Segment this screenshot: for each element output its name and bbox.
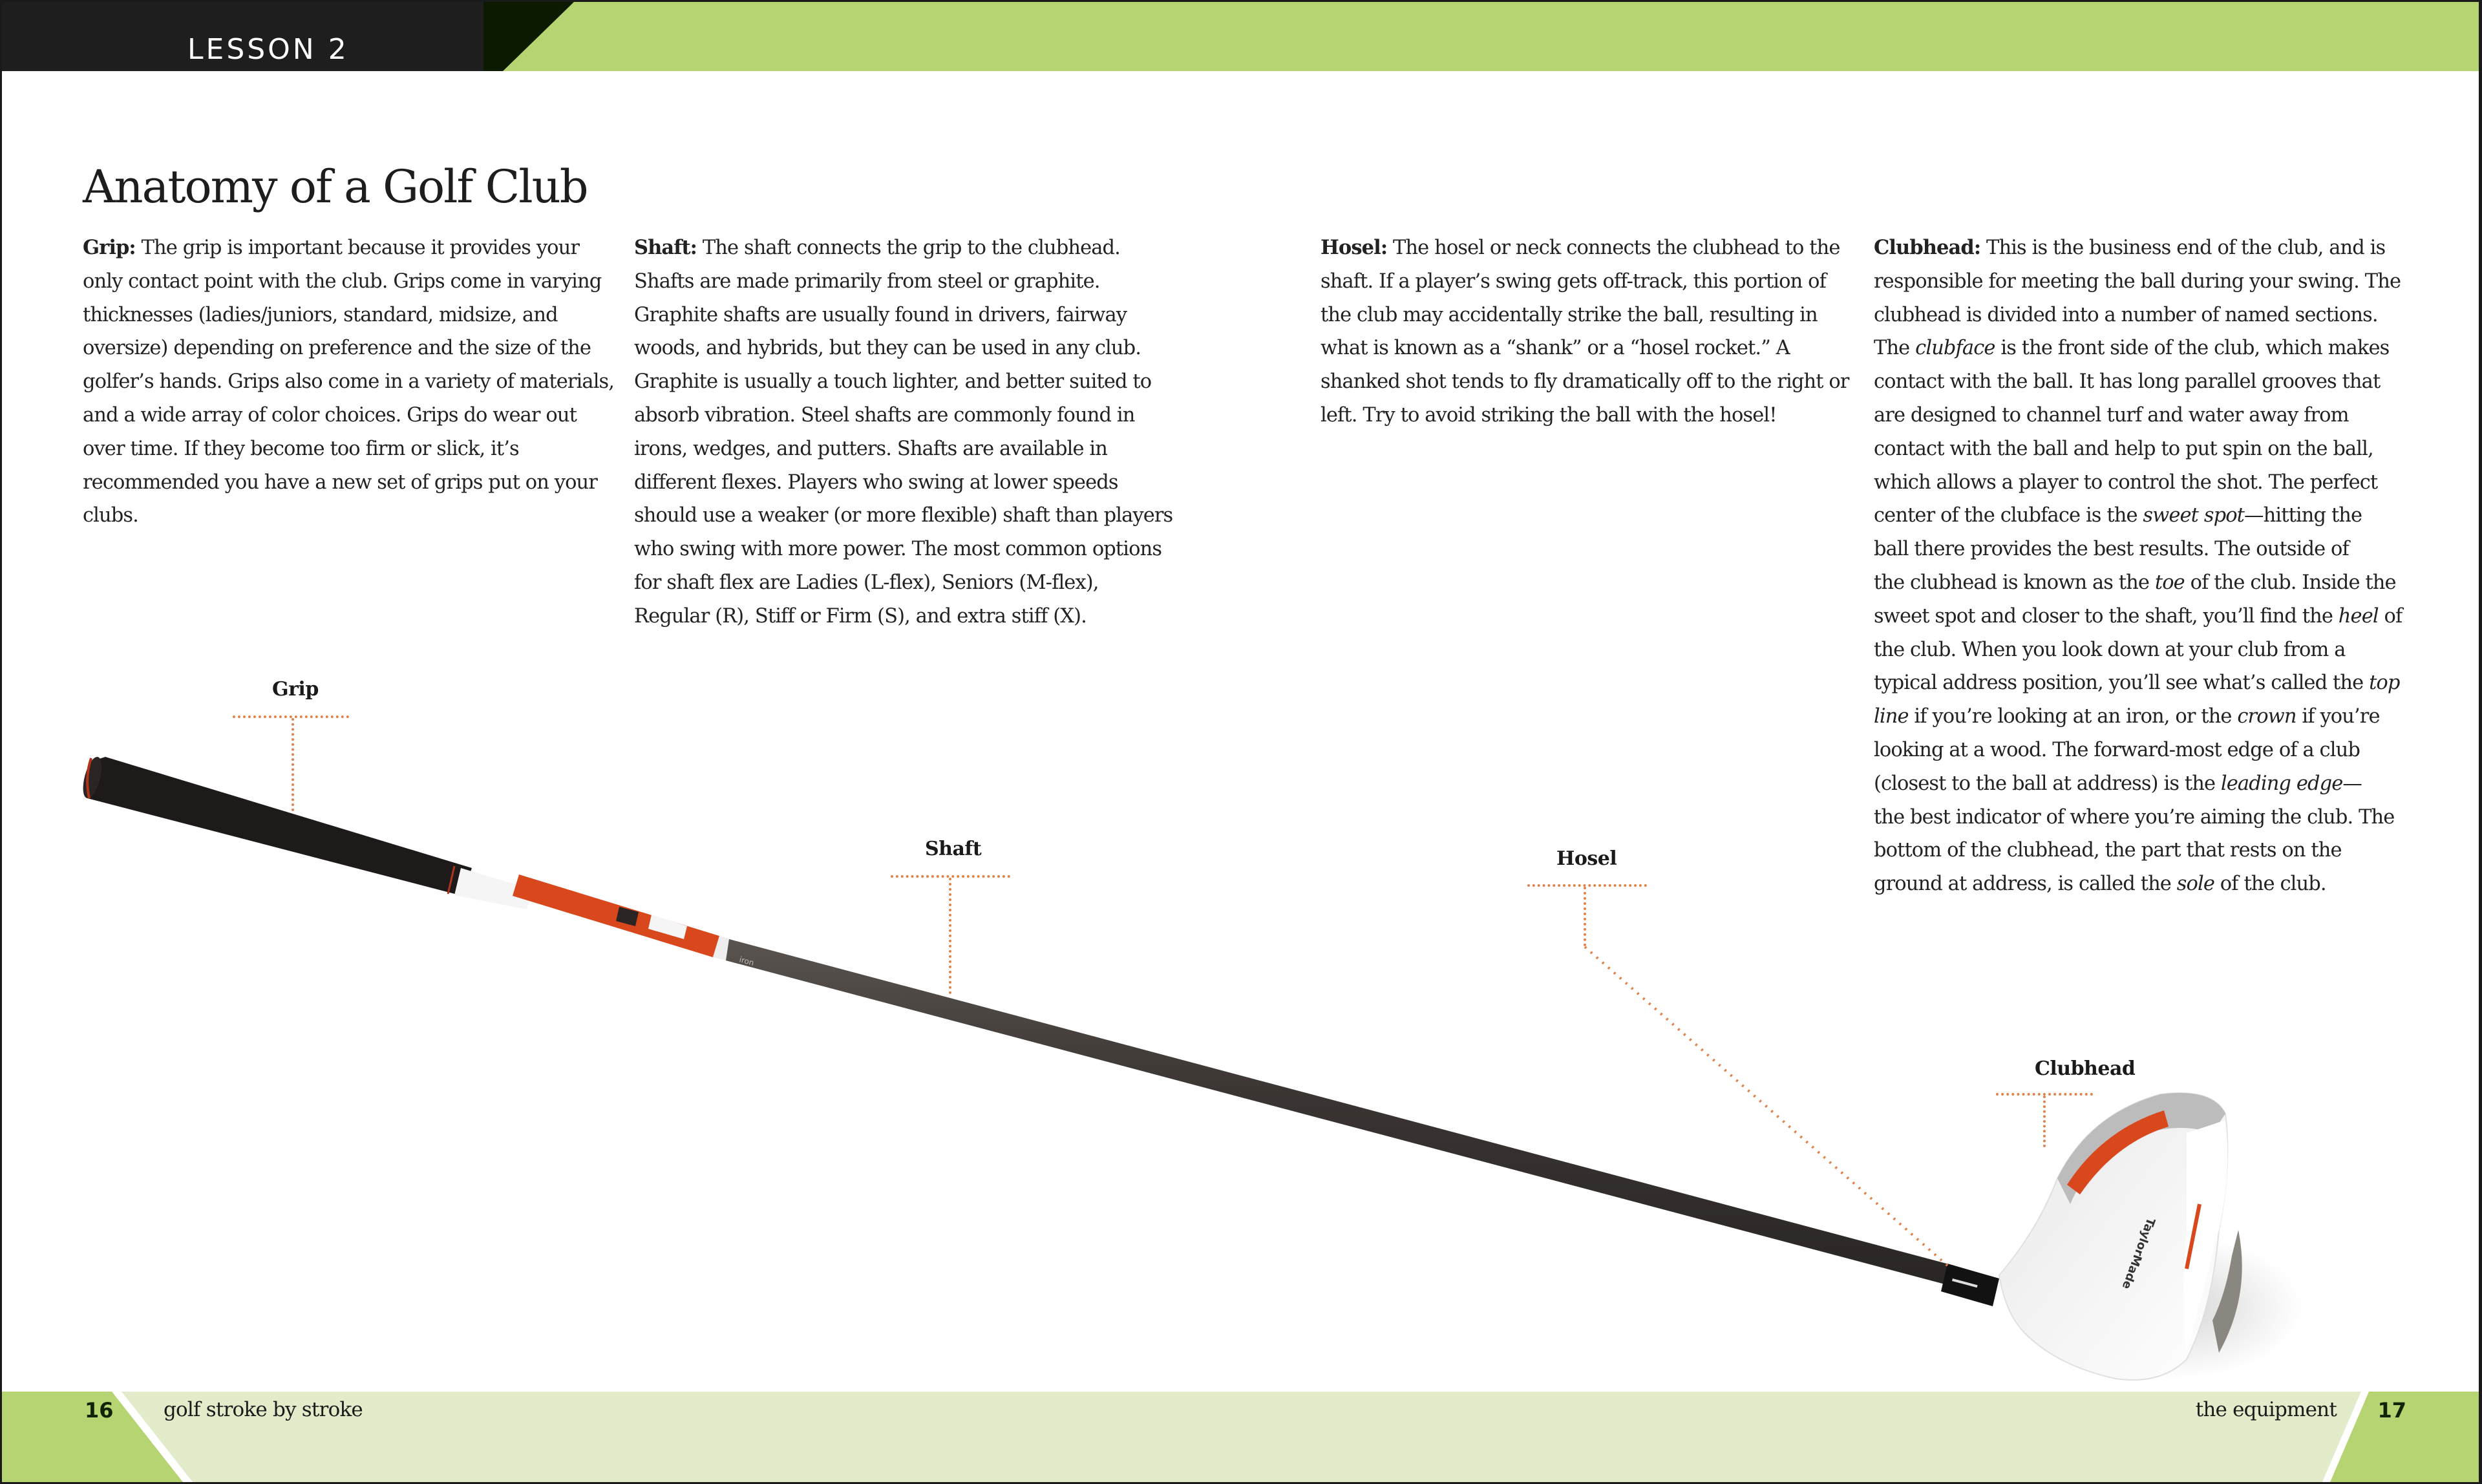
page-title: Anatomy of a Golf Club <box>83 160 588 213</box>
term-hosel: Hosel: <box>1321 236 1388 259</box>
section-hosel: Hosel: The hosel or neck connects the clubhead to the shaft. If a player’s swing gets off-track, this portion of the club may accidentally strike the ball, resulting in what is known as a “shank” or a “hosel rocket.” A shanked shot tends to fly dramatically off to the right or left. Try to avoid striking the ball with the hosel! <box>1321 236 1849 427</box>
book-spread <box>2 2 2479 1482</box>
section-grip: Grip: The grip is important because it provides your only contact point with the club. Grips come in varying thicknesses (ladies/juniors, standard, midsize, and oversize) depending on preference and the size of the golfer’s hands. Grips also come in a variety of materials, and a wide array of color choices. Grips do wear out over time. If they become too firm or slick, it’s recommended you have a new set of grips put on your clubs. <box>83 236 615 527</box>
lesson-label: LESSON 2 <box>187 33 349 66</box>
callout-label-clubhead: Clubhead <box>2035 1057 2136 1080</box>
callout-label-hosel: Hosel <box>1556 847 1617 870</box>
callout-label-grip: Grip <box>272 678 319 701</box>
term-clubhead: Clubhead: <box>1874 236 1981 259</box>
running-title-right: the equipment <box>2195 1398 2337 1421</box>
svg-text:TaylorMade: TaylorMade <box>2119 1216 2158 1291</box>
term-grip: Grip: <box>83 236 136 259</box>
callout-diagonal-hosel <box>2 2 2479 1482</box>
term-shaft: Shaft: <box>634 236 697 259</box>
section-shaft: Shaft: The shaft connects the grip to the clubhead. Shafts are made primarily from steel or graphite. Graphite shafts are usually found in drivers, fairway woods, and hybrids, but they can be used in any club. Graphite is usually a touch lighter, and better suited to absorb vibration. Steel shafts are commonly found in irons, wedges, and putters. Shafts are available in different flexes. Players who swing at lower speeds should use a weaker (or more flexible) shaft than players who swing with more power. The most common options for shaft flex are Ladies (L-flex), Seniors (M-flex), Regular (R), Stiff or Firm (S), and extra stiff (X). <box>634 236 1173 628</box>
callout-label-shaft: Shaft <box>925 838 982 860</box>
callout-leader-clubhead <box>2043 1096 2046 1147</box>
footer-band <box>2 1392 2479 1482</box>
running-title-left: golf stroke by stroke <box>164 1398 363 1421</box>
page-number-left: 16 <box>85 1398 114 1423</box>
svg-text:iron: iron <box>738 955 756 968</box>
section-clubhead: Clubhead: This is the business end of the club, and is responsible for meeting the ball during your swing. The clubhead is divided into a number of named sections. The clubface is the front side of the club, which makes contact with the ball. It has long parallel grooves that are designed to channel turf and water away from contact with the ball and help to put spin on the ball, which allows a player to control the shot. The perfect center of the clubface is the sweet spot—hitting the ball there provides the best results. The outside of the clubhead is known as the toe of the club. Inside the sweet spot and closer to the shaft, you’ll find the heel of the club. When you look down at your club from a typical address position, you’ll see what’s called the top line if you’re looking at an iron, or the crown if you’re looking at a wood. The forward-most edge of a club (closest to the ball at address) is the leading edge— the best indicator of where you’re aiming the club. The bottom of the clubhead, the part that rests on the ground at address, is called the sole of the club. <box>1874 236 2402 896</box>
page-number-right: 17 <box>2377 1398 2406 1423</box>
